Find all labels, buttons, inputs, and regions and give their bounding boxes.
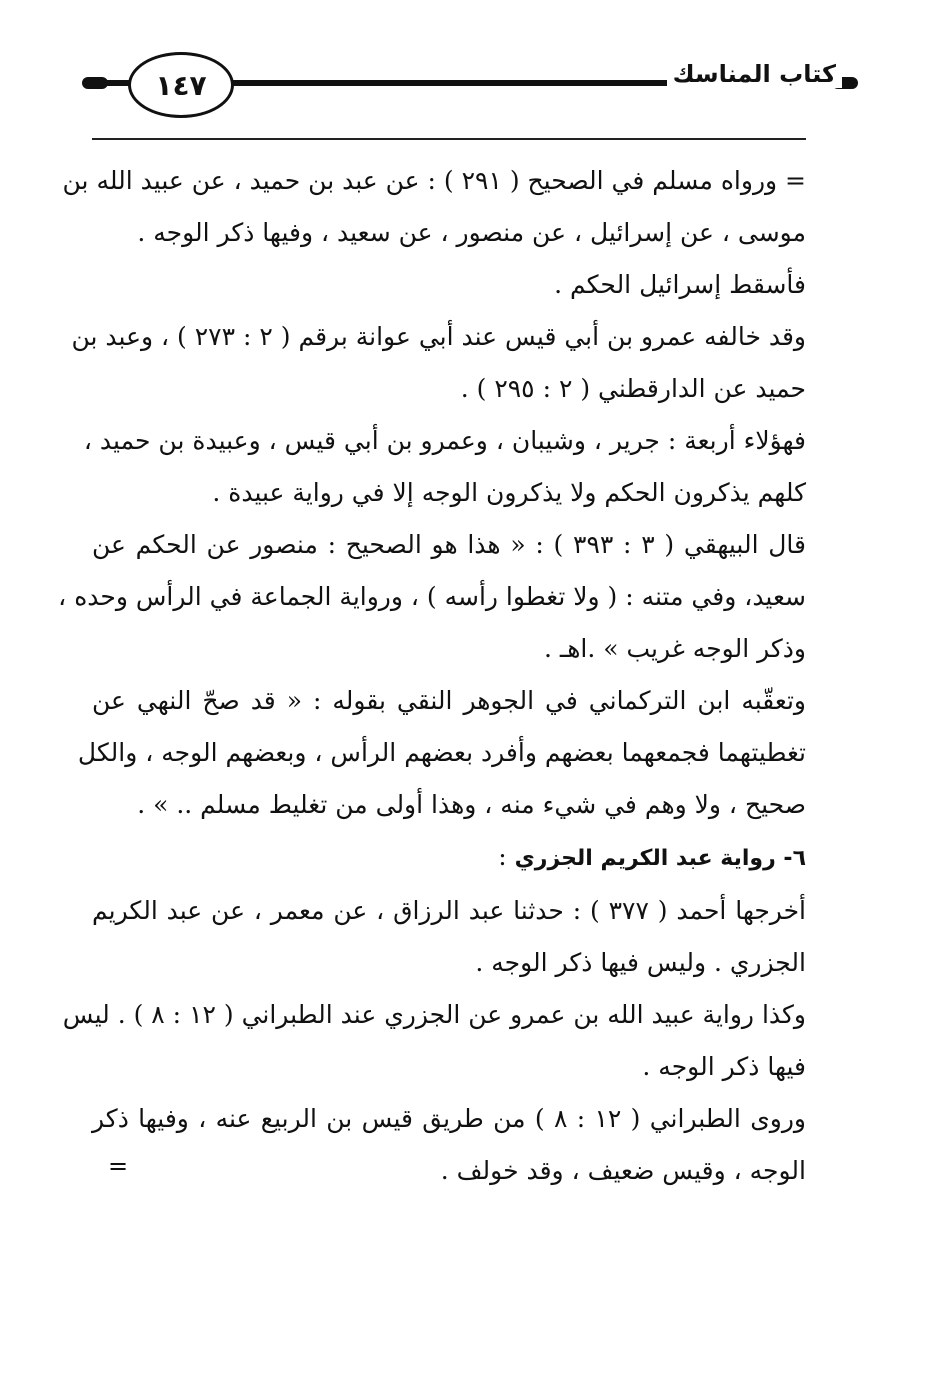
page-header (0, 0, 950, 130)
page-number: ١٤٧ (128, 52, 234, 118)
paragraph (92, 1093, 806, 1197)
section-heading-line (92, 831, 806, 885)
text-line: موسى ، عن إسرائيل ، عن منصور ، عن سعيد ، وفيها ذكر الوجه . (137, 218, 806, 247)
text-line: وذكر الوجه غريب » .اهـ . (544, 634, 806, 663)
text-line: وقد خالفه عمرو بن أبي قيس عند أبي عوانة برقم ( ٢ : ٢٧٣ ) ، وعبد بن (71, 322, 806, 351)
running-title: كتاب المناسك (667, 60, 842, 88)
continuation-mark: = (108, 1152, 129, 1180)
paragraph (62, 155, 806, 259)
text-line: حميد عن الدارقطني ( ٢ : ٢٩٥ ) . (460, 374, 806, 403)
paragraph (62, 989, 806, 1093)
text-line: الوجه ، وقيس ضعيف ، وقد خولف . (440, 1156, 806, 1185)
paragraph (77, 675, 806, 831)
text-line: فيها ذكر الوجه . (642, 1052, 806, 1081)
text-line: الجزري . وليس فيها ذكر الوجه . (475, 948, 806, 977)
text-line: أخرجها أحمد ( ٣٧٧ ) : حدثنا عبد الرزاق ، عن معمر ، عن عبد الكريم (92, 896, 806, 925)
text-line: قال البيهقي ( ٣ : ٣٩٣ ) : « هذا هو الصحيح : منصور عن الحكم عن (92, 530, 806, 559)
text-line: تغطيتهما فجمعهما بعضهم وأفرد بعضهم الرأس ، وبعضهم الوجه ، والكل (77, 738, 806, 767)
text-line: وتعقّبه ابن التركماني في الجوهر النقي بقوله : « قد صحّ النهي عن (92, 686, 806, 715)
header-divider (92, 138, 806, 140)
paragraph (92, 259, 806, 311)
text-line: = ورواه مسلم في الصحيح ( ٢٩١ ) : عن عبد بن حميد ، عن عبيد الله بن (62, 166, 806, 195)
text-line: وروى الطبراني ( ١٢ : ٨ ) من طريق قيس بن الربيع عنه ، وفيها ذكر (92, 1104, 806, 1133)
text-line: فهؤلاء أربعة : جرير ، وشيبان ، وعمرو بن أبي قيس ، وعبيدة بن حميد ، (83, 426, 806, 455)
text-line: فأسقط إسرائيل الحكم . (554, 270, 806, 299)
text-line: سعيد، وفي متنه : ( ولا تغطوا رأسه ) ، ورواية الجماعة في الرأس وحده ، (58, 582, 806, 611)
paragraph (71, 311, 806, 415)
text-line: وكذا رواية عبيد الله بن عمرو عن الجزري عند الطبراني ( ١٢ : ٨ ) . ليس (62, 1000, 806, 1029)
text-line: كلهم يذكرون الحكم ولا يذكرون الوجه إلا في رواية عبيدة . (212, 478, 806, 507)
paragraph (92, 885, 806, 989)
section-heading: ٦- رواية عبد الكريم الجزري (514, 846, 806, 871)
section-heading-colon: : (498, 842, 515, 871)
paragraph (83, 415, 806, 519)
page-body (58, 155, 806, 1197)
paragraph (58, 519, 806, 675)
text-line: صحيح ، ولا وهم في شيء منه ، وهذا أولى من تغليط مسلم .. » . (137, 790, 806, 819)
